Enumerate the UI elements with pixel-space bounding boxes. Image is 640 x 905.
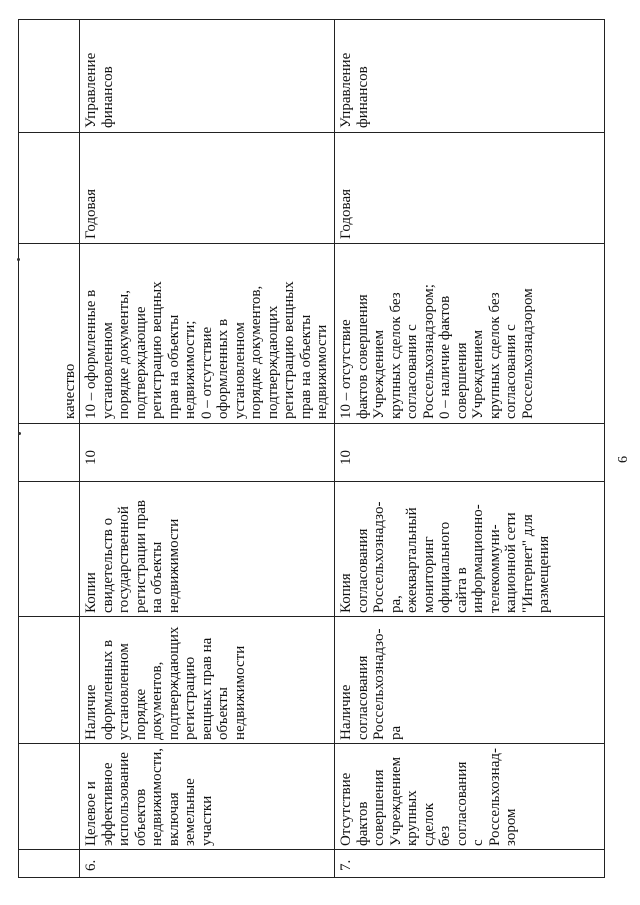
table-border-top (18, 20, 19, 878)
row-6-name: Целевое и эффективное использование объектов недвижимости, включая земельные участки (83, 748, 215, 846)
row-sep-continued (79, 20, 80, 878)
row-6-scoring: 10 – оформленные в установленном порядке документы, подтверждающие регистрацию вещных прав на объекты недвижимости; 0 – отсутствие оформленных в установленном порядке документов, подтверждающих регистрацию вещных прав на объекты недвижимости (83, 281, 330, 419)
row-6-responsible: Управление финансов (83, 52, 116, 128)
row-7-criterion: Наличие согласования Россельхознадзо- ра (338, 628, 404, 740)
row-7-max-score: 10 (338, 450, 354, 465)
col-sep-score (18, 481, 605, 482)
row-7-number: 7. (338, 859, 354, 871)
table-border-bottom (604, 20, 605, 878)
continued-indicator-text: качество (62, 363, 78, 419)
col-sep-responsible (18, 132, 605, 133)
row-6-max-score: 10 (83, 450, 99, 465)
scan-speck (17, 258, 20, 261)
page-number: 6 (616, 456, 631, 463)
row-7-scoring: 10 – отсутствие фактов совершения Учреждением крупных сделок без согласования с Россельхознадзором; 0 – наличие фактов совершения Учреждением крупных сделок без согласования с Россельхознадзором (338, 284, 536, 419)
col-sep-criterion (18, 743, 605, 744)
row-7-name: Отсутствие фактов совершения Учреждением крупных сделок без согласования с Россельхознад- зором (338, 748, 519, 846)
row-7-responsible: Управление финансов (338, 52, 371, 128)
col-sep-scoring (18, 423, 605, 424)
row-6-period: Годовая (83, 189, 99, 239)
table-border-right (18, 19, 605, 20)
row-6-criterion: Наличие оформленных в установленном порядке документов, подтверждающих регистрацию вещных прав на объекты недвижимости (83, 626, 248, 740)
row-7-documents: Копия согласования Россельхознадзо- ра, ежеквартальный мониторинг официального сайта в информационно- телекоммуни- кационной сети "Интернет" для размещения (338, 501, 552, 613)
col-sep-documents (18, 616, 605, 617)
row-6-documents: Копии свидетельств о государственной регистрации прав на объекты недвижимости (83, 500, 182, 613)
row-6-number: 6. (83, 859, 99, 871)
row-sep-6-7 (334, 20, 335, 878)
table-border-left (18, 877, 605, 878)
row-7-period: Годовая (338, 189, 354, 239)
scan-speck (18, 432, 21, 435)
col-sep-name (18, 849, 605, 850)
